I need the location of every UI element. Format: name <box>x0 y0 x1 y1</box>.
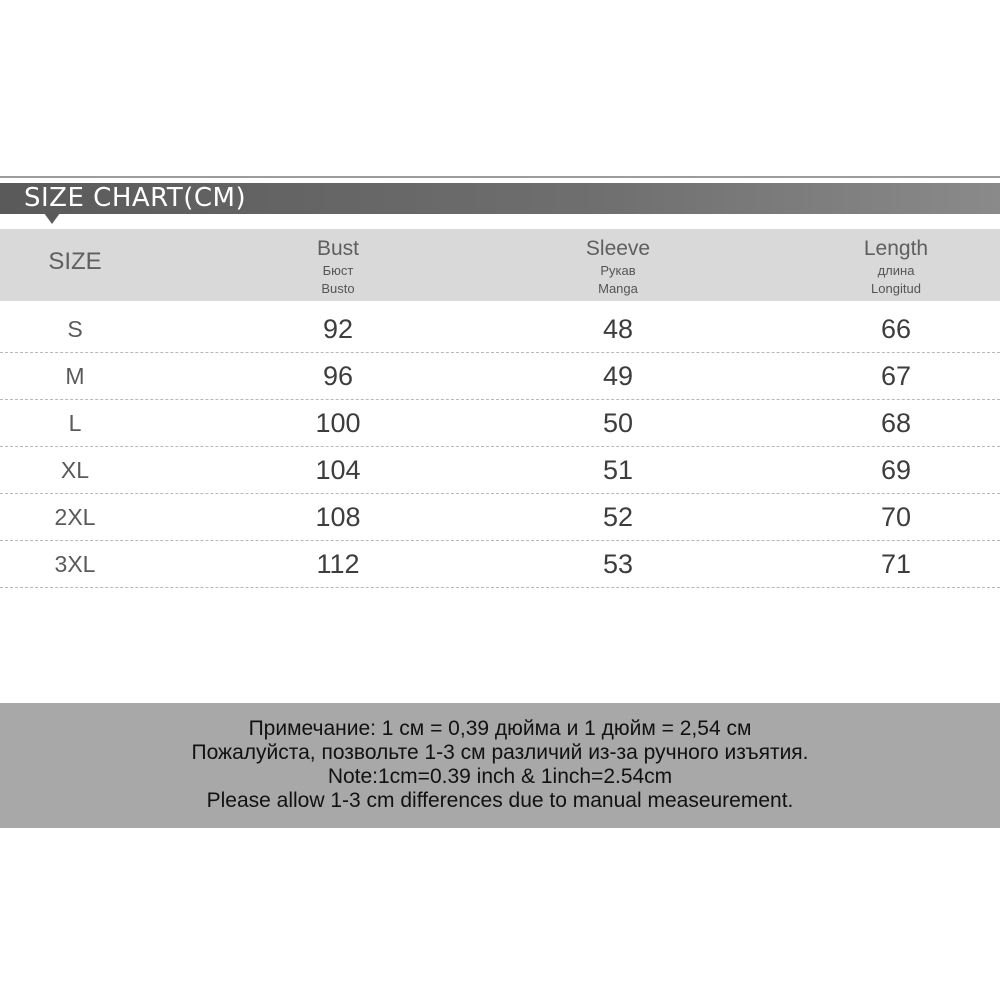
header-size <box>0 229 150 301</box>
sleeve-cell: 52 <box>602 502 634 532</box>
table-row <box>0 400 1000 447</box>
sleeve-cell: 50 <box>602 408 634 438</box>
header-bust-ru: Бюст <box>322 263 354 278</box>
bust-cell: 92 <box>322 314 354 344</box>
header-bust-es: Busto <box>321 281 355 296</box>
header-sleeve-es: Manga <box>598 281 638 296</box>
table-row <box>0 447 1000 494</box>
table-row <box>0 494 1000 541</box>
note-line-ru-2: Пожалуйста, позвольте 1-3 см различий из-за ручного изъятия. <box>191 741 809 764</box>
table-row <box>0 353 1000 400</box>
header-length <box>821 229 971 301</box>
sleeve-cell: 51 <box>602 455 634 485</box>
bust-cell: 100 <box>315 408 361 438</box>
bust-cell: 96 <box>322 361 354 391</box>
size-cell: 2XL <box>54 504 96 530</box>
length-cell: 67 <box>880 361 912 391</box>
sleeve-cell: 48 <box>602 314 634 344</box>
length-cell: 71 <box>880 549 912 579</box>
note-line-en-1: Note:1cm=0.39 inch & 1inch=2.54cm <box>327 765 673 788</box>
length-cell: 68 <box>880 408 912 438</box>
header-sleeve-ru: Рукав <box>600 263 636 278</box>
header-bust <box>263 229 413 301</box>
size-cell: 3XL <box>54 551 96 577</box>
header-size-label: SIZE <box>48 248 102 275</box>
header-length-label: Length <box>863 237 929 260</box>
size-cell: M <box>65 363 85 389</box>
length-cell: 69 <box>880 455 912 485</box>
size-table-body <box>0 306 1000 588</box>
header-sleeve-label: Sleeve <box>585 237 651 260</box>
size-cell: S <box>67 316 83 342</box>
sleeve-cell: 49 <box>602 361 634 391</box>
table-header <box>0 229 1000 301</box>
bust-cell: 104 <box>315 455 361 485</box>
bust-cell: 108 <box>315 502 361 532</box>
length-cell: 66 <box>880 314 912 344</box>
bust-cell: 112 <box>316 549 360 579</box>
header-bust-label: Bust <box>316 237 360 260</box>
header-length-ru: длина <box>877 263 915 278</box>
header-length-es: Longitud <box>871 281 921 296</box>
header-sleeve <box>543 229 693 301</box>
length-cell: 70 <box>880 502 912 532</box>
sleeve-cell: 53 <box>602 549 634 579</box>
size-cell: L <box>68 410 82 436</box>
title-pointer-icon <box>44 213 60 224</box>
table-row <box>0 306 1000 353</box>
table-row <box>0 541 1000 588</box>
note-line-ru-1: Примечание: 1 см = 0,39 дюйма и 1 дюйм = 2,54 см <box>248 717 752 740</box>
chart-title: SIZE CHART(CM) <box>24 183 247 213</box>
note-line-en-2: Please allow 1-3 cm differences due to manual measeurement. <box>206 789 794 812</box>
title-bar <box>0 183 1000 214</box>
size-cell: XL <box>60 457 90 483</box>
measurement-note <box>0 703 1000 828</box>
title-divider-line <box>0 176 1000 178</box>
